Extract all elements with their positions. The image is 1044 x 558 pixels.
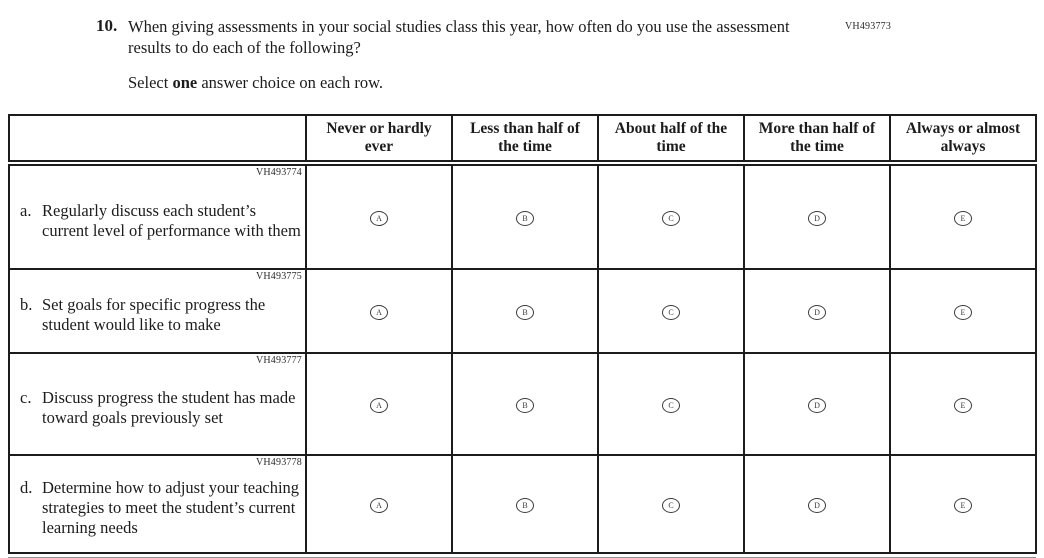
row-d-text: Determine how to adjust your teaching strategies to meet the student’s current learning needs — [42, 478, 300, 538]
row-b-option-bubble-b[interactable]: B — [516, 305, 534, 320]
row-d-option-bubble-b[interactable]: B — [516, 498, 534, 513]
row-c-code: VH493777 — [255, 355, 302, 367]
table-row-c — [9, 353, 1036, 455]
row-a-option-bubble-d[interactable]: D — [808, 211, 826, 226]
row-c-option-bubble-b[interactable]: B — [516, 398, 534, 413]
instruction-suffix: answer choice on each row. — [197, 73, 384, 93]
instruction-bold-word: one — [172, 73, 198, 93]
row-c-letter: c. — [20, 388, 32, 408]
row-d-option-bubble-a[interactable]: A — [370, 498, 388, 513]
row-c-label-cell — [9, 353, 306, 455]
row-d-option-cell-d — [744, 455, 890, 553]
row-a-option-bubble-b[interactable]: B — [516, 211, 534, 226]
row-a-option-cell-d — [744, 163, 890, 269]
answer-matrix-table — [8, 114, 1037, 554]
row-c-option-cell-d — [744, 353, 890, 455]
row-d-option-bubble-e[interactable]: E — [954, 498, 972, 513]
row-b-option-cell-e — [890, 269, 1036, 353]
row-b-label-cell — [9, 269, 306, 353]
row-c-option-cell-e — [890, 353, 1036, 455]
row-a-code: VH493774 — [255, 167, 302, 179]
column-header-about-half: About half of the time — [598, 115, 744, 163]
question-number: 10. — [96, 16, 118, 35]
column-header-always: Always or almost always — [890, 115, 1036, 163]
row-a-option-bubble-a[interactable]: A — [370, 211, 388, 226]
row-d-option-cell-a — [306, 455, 452, 553]
row-a-option-bubble-e[interactable]: E — [954, 211, 972, 226]
row-a-option-cell-b — [452, 163, 598, 269]
table-row-b — [9, 269, 1036, 353]
row-d-option-bubble-c[interactable]: C — [662, 498, 680, 513]
row-b-option-cell-d — [744, 269, 890, 353]
column-header-never: Never or hardly ever — [306, 115, 452, 163]
row-c-option-bubble-e[interactable]: E — [954, 398, 972, 413]
row-d-option-cell-c — [598, 455, 744, 553]
row-a-option-cell-e — [890, 163, 1036, 269]
question-text: When giving assessments in your social studies class this year, how often do you use the assessment results to do each of the following? — [128, 17, 790, 58]
row-d-code: VH493778 — [255, 457, 302, 469]
row-c-option-bubble-d[interactable]: D — [808, 398, 826, 413]
row-d-option-cell-b — [452, 455, 598, 553]
row-b-option-bubble-d[interactable]: D — [808, 305, 826, 320]
row-b-text: Set goals for specific progress the student would like to make — [42, 295, 266, 335]
row-d-option-cell-e — [890, 455, 1036, 553]
row-a-label-cell — [9, 163, 306, 269]
row-b-option-bubble-e[interactable]: E — [954, 305, 972, 320]
row-a-letter: a. — [20, 201, 32, 221]
row-b-option-cell-c — [598, 269, 744, 353]
row-c-option-cell-a — [306, 353, 452, 455]
row-c-text: Discuss progress the student has made toward goals previously set — [42, 388, 296, 428]
row-c-option-cell-c — [598, 353, 744, 455]
row-b-option-cell-a — [306, 269, 452, 353]
question-block — [96, 16, 1044, 93]
table-row-d — [9, 455, 1036, 553]
row-b-option-bubble-c[interactable]: C — [662, 305, 680, 320]
row-b-code: VH493775 — [255, 271, 302, 283]
row-c-option-cell-b — [452, 353, 598, 455]
column-header-more-than-half: More than half of the time — [744, 115, 890, 163]
table-corner-cell — [9, 115, 306, 163]
instruction-prefix: Select — [128, 73, 173, 93]
row-c-option-bubble-c[interactable]: C — [662, 398, 680, 413]
column-header-less-than-half: Less than half of the time — [452, 115, 598, 163]
row-d-option-bubble-d[interactable]: D — [808, 498, 826, 513]
row-a-option-cell-c — [598, 163, 744, 269]
row-b-option-cell-b — [452, 269, 598, 353]
row-d-label-cell — [9, 455, 306, 553]
row-a-option-bubble-c[interactable]: C — [662, 211, 680, 226]
table-row-a — [9, 163, 1036, 269]
row-d-letter: d. — [20, 478, 33, 498]
row-b-option-bubble-a[interactable]: A — [370, 305, 388, 320]
row-c-option-bubble-a[interactable]: A — [370, 398, 388, 413]
question-instruction — [128, 73, 816, 93]
header-row — [9, 115, 1036, 163]
row-a-text: Regularly discuss each student’s current level of performance with them — [42, 201, 301, 241]
row-b-letter: b. — [20, 295, 33, 315]
row-a-option-cell-a — [306, 163, 452, 269]
item-code-top: VH493773 — [845, 21, 892, 32]
